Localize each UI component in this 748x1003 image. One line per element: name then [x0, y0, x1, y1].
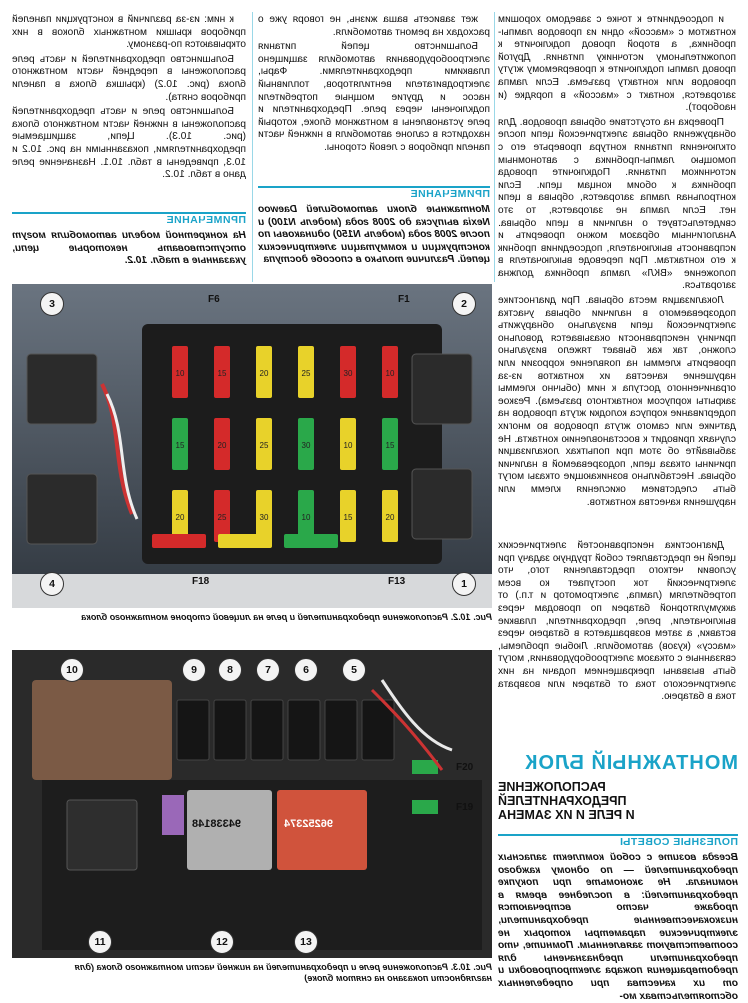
relay-slot — [251, 700, 283, 760]
paragraph: Локализация места обрыва. При диагностике подозреваемого в наличии обрыва участка электрической цепи визуально обнаружить причину неисправности оказывается довольно сложно, так как бывает тяжело визуально проверить клеммы на появление коррозии или нарушение качества их контактов из-за ограниченного доступа к ним (обычно клеммы закрыты корпусом контактного разъема). Резкое подергивание корпуса колодки жгута проводов на датчике или самого жгута проводов во многих случаях приводит к восстановлению контакта. Не забывайте об этом при попытках локализации причины отказа цепи, подозреваемой в наличии обрыва. Нестабильно возникающие отказы могут быть следствием окисления клемм или нарушения качества контактов. — [498, 295, 736, 508]
fuse-rating: 25 — [217, 513, 227, 522]
fuse-label-f6: F6 — [208, 294, 220, 305]
tips-heading — [498, 834, 738, 848]
fuse-rating: 10 — [175, 369, 185, 378]
fuse-rating: 10 — [301, 513, 311, 522]
paragraph: Всегда возите с собой комплект запасных предохранителей — по одному каждого номинала. Не экономьте при покупке предохранителей: в последнее время в продаже часто встречаются низкокачественные предохранители, электрические параметры которых не соответствуют заявленным. Помните, что предохранители предназначены для предотвращения пожара электропроводки и от их качества при определенных обстоятельствах мо- — [498, 852, 738, 1002]
fuse-green — [412, 760, 438, 774]
callout-4: 4 — [40, 572, 64, 596]
callout-7: 7 — [256, 658, 280, 682]
callout-9: 9 — [182, 658, 206, 682]
paragraph: Диагностика неисправностей электрических цепей не представляет собой трудную задачу при условии четкого представления того, что электрический ток поступает ко всем потребителям (лампа, электромотор и т.п.) от аккумуляторной батареи по проводам через выключатели, реле, предохранители, плавкие вставки, а затем возвращается в батарею через «массу» (кузов) автомобиля. Любые проблемы, связанные с отказом электрооборудования, могут быть вызваны прекращением подачи на них электрического тока от батареи или возврата тока в батарею. — [498, 540, 736, 703]
fuse-rating: 10 — [343, 441, 353, 450]
paragraph: Проверка на отсутствие обрыва проводов. Для обнаружения обрыва электрической цепи после отключения питания контура проверьте его с помощью лампы-пробника с автономным источником питания. Подключите провода пробника к обоим концам цепи. Если контрольная лампа загорается, обрыва в цепи нет. Если лампа не загорается, то это свидетельствует о наличии в цепи обрыва. Аналогичным образом можно проверить и исправность выключателя, подсоединив пробник к его контактам. При переводе выключателя в положение «ВКЛ» лампа пробника должна загораться. — [498, 116, 736, 292]
fuse-rating: 25 — [301, 369, 311, 378]
column-right-mid — [498, 540, 736, 740]
relay-black — [67, 800, 137, 870]
paragraph: На конкретной модели автомобиля могут отсутствовать некоторые цепи, указанные в табл. 10.2. — [12, 230, 246, 267]
fuse-horizontal — [284, 534, 338, 548]
column-mid-top — [258, 14, 490, 179]
callout-6: 6 — [294, 658, 318, 682]
fuse-rating: 15 — [343, 513, 353, 522]
paragraph: Большинство реле и часть предохранителей расположены в нижней части монтажного блока (рис. 10.3). Цепи, защищаемые предохранителями, показанными на рис. 10.2 и 10.3, приведены в табл. 10.1. Назначение реле дано в табл. 10.2. — [12, 106, 246, 181]
fuse-rating: 30 — [301, 441, 311, 450]
note-text — [12, 230, 246, 278]
callout-8: 8 — [218, 658, 242, 682]
fuse-rating: 20 — [175, 513, 185, 522]
block-cover — [32, 680, 172, 780]
callout-3: 3 — [40, 292, 64, 316]
relay-body — [412, 354, 472, 424]
fuse-horizontal — [218, 534, 272, 548]
note-title: ПРИМЕЧАНИЕ — [166, 214, 246, 226]
fuse-horizontal — [152, 534, 206, 548]
relay-slot — [288, 700, 320, 760]
relay-part-number: 96252374 — [284, 818, 333, 830]
subtitle-line: РАСПОЛОЖЕНИЕ — [498, 780, 606, 794]
paragraph: к ним: из-за различий в конструкции панелей приборов крышки монтажных блоков в них открываются по-разному. — [12, 14, 246, 51]
floor — [12, 574, 492, 608]
paragraph: Большинство цепей питания электрооборудования автомобиля защищено плавкими предохранителями. Фары, электродвигатели вентиляторов, топливный насос и другие мощные потребители подключены через реле. Предохранители и реле установлены в монтажном блоке, который находится в салоне автомобиля в нижней части панели приборов с левой стороны. — [258, 41, 490, 153]
fuse-rating: 30 — [343, 369, 353, 378]
fuse-label-f19: F19 — [456, 802, 474, 813]
subtitle-line: И РЕЛЕ И ИХ ЗАМЕНА — [498, 808, 635, 822]
relay-body — [27, 474, 97, 544]
relay-gray — [187, 790, 272, 870]
callout-10: 10 — [60, 658, 84, 682]
section-subtitle — [498, 780, 738, 822]
note-heading — [258, 186, 490, 200]
callout-2: 2 — [452, 292, 476, 316]
relay-slot — [325, 700, 357, 760]
note-heading — [12, 212, 246, 226]
figure-10-3-caption: Рис. 10.3. Расположение реле и предохранителей на нижней части монтажного блока (для наглядности показано на снятом блоке) — [74, 962, 492, 983]
relay-red — [277, 790, 367, 870]
figure-10-3-photo — [12, 650, 492, 958]
relay-slot — [177, 700, 209, 760]
fuse-rating: 25 — [259, 441, 269, 450]
fuse-rating: 15 — [217, 369, 227, 378]
connector-purple — [162, 795, 184, 835]
paragraph: Монтажные блоки автомобилей Daewoo Nexia выпуска до 2008 года (модель N100) и после 2008 года (модель N150) одинаковы по конструкции и коммутации электрических цепей. Различие только в способе доступа — [258, 204, 490, 266]
fuse-rating: 20 — [259, 369, 269, 378]
relay-body — [412, 469, 472, 539]
note-text — [258, 204, 490, 276]
fuse-green — [412, 800, 438, 814]
callout-1: 1 — [452, 572, 476, 596]
figure-10-2-photo — [12, 284, 492, 608]
fuse-rating: 15 — [385, 441, 395, 450]
section-title: МОНТАЖНЫЙ БЛОК — [524, 752, 738, 774]
callout-5: 5 — [342, 658, 366, 682]
column-right-top — [498, 14, 736, 534]
relay-part-number: 94338148 — [192, 818, 241, 830]
fuse-rating: 20 — [385, 513, 395, 522]
tips-title: ПОЛЕЗНЫЕ СОВЕТЫ — [619, 836, 738, 848]
callout-12: 12 — [210, 930, 234, 954]
fuse-rating: 30 — [259, 513, 269, 522]
fuse-rating: 20 — [217, 441, 227, 450]
relay-block-illustration — [12, 650, 492, 958]
callout-11: 11 — [88, 930, 112, 954]
fuse-label-f18: F18 — [192, 576, 210, 587]
fuse-label-f13: F13 — [388, 576, 406, 587]
paragraph: Большинство предохранителей и часть реле расположены в передней части монтажного блока (рис. 10.2) (крышка блока в панели приборов снята). — [12, 53, 246, 103]
paragraph: и подсоедините к точке с заведомо хорошим контактом с «массой» одни из проводов лампы-пробника, а второй провод подключите к положительному источнику питания. Другой провод лампы подключите к проверяемому жгуту проводов или контакту разъема. Если лампа загорается, контакт с «массой» в порядке (и наоборот). — [498, 14, 736, 114]
column-divider — [252, 12, 253, 282]
subtitle-line: ПРЕДОХРАНИТЕЛЕЙ — [498, 794, 627, 808]
column-left-top — [12, 14, 246, 209]
relay-slot — [214, 700, 246, 760]
callout-13: 13 — [294, 930, 318, 954]
figure-10-2-caption: Рис. 10.2. Расположение предохранителей и реле на лицевой стороне монтажного блока — [81, 612, 492, 622]
fuse-box-illustration — [12, 284, 492, 608]
fuse-rating: 10 — [385, 369, 395, 378]
fuse-label-f1: F1 — [398, 294, 410, 305]
column-divider — [494, 12, 495, 282]
fuse-rating: 15 — [175, 441, 185, 450]
note-title: ПРИМЕЧАНИЕ — [410, 188, 490, 200]
relay-body — [27, 354, 97, 424]
fuse-label-f20: F20 — [456, 762, 474, 773]
paragraph: жет зависеть ваша жизнь, не говоря уже о расходах на ремонт автомобиля. — [258, 14, 490, 38]
tips-text — [498, 852, 738, 1002]
